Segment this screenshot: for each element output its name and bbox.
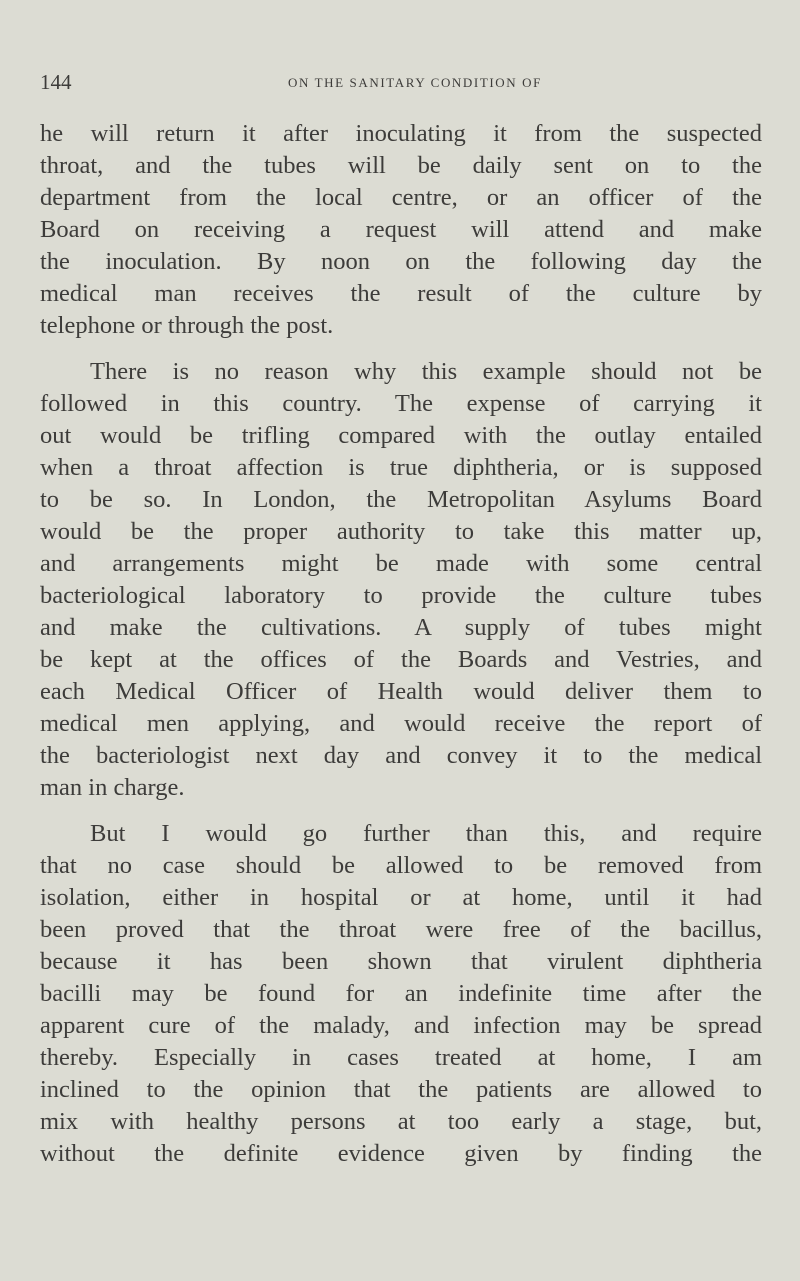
text-line: and arrangements might be made with some central [40, 550, 762, 577]
text-line: department from the local centre, or an officer of the [40, 184, 762, 211]
text-line: be kept at the offices of the Boards and Vestries, and [40, 646, 762, 673]
running-head: ON THE SANITARY CONDITION OF [288, 75, 542, 90]
paragraph [40, 118, 762, 342]
text-line: without the definite evidence given by finding the [40, 1140, 762, 1167]
text-line: throat, and the tubes will be daily sent on to the [40, 152, 762, 179]
text-line: isolation, either in hospital or at home, until it had [40, 884, 762, 911]
text-line: But I would go further than this, and require [90, 820, 762, 847]
paragraph [40, 818, 762, 1170]
text-line: he will return it after inoculating it from the suspected [40, 120, 762, 147]
text-line: mix with healthy persons at too early a stage, but, [40, 1108, 762, 1135]
text-line: would be the proper authority to take this matter up, [40, 518, 762, 545]
text-line: thereby. Especially in cases treated at home, I am [40, 1044, 762, 1071]
text-line: Board on receiving a request will attend and make [40, 216, 762, 243]
text-line: and make the cultivations. A supply of tubes might [40, 614, 762, 641]
text-line: the inoculation. By noon on the following day the [40, 248, 762, 275]
text-line: that no case should be allowed to be removed from [40, 852, 762, 879]
text-line: to be so. In London, the Metropolitan Asylums Board [40, 486, 762, 513]
text-line: medical men applying, and would receive the report of [40, 710, 762, 737]
text-line: man in charge. [40, 774, 185, 801]
text-line: because it has been shown that virulent diphtheria [40, 948, 762, 975]
text-line: telephone or through the post. [40, 312, 334, 339]
text-line: inclined to the opinion that the patients are allowed to [40, 1076, 762, 1103]
text-line: when a throat affection is true diphtheria, or is supposed [40, 454, 762, 481]
text-line: out would be trifling compared with the outlay entailed [40, 422, 762, 449]
text-line: the bacteriologist next day and convey it to the medical [40, 742, 762, 769]
text-line: been proved that the throat were free of the bacillus, [40, 916, 762, 943]
text-line: followed in this country. The expense of carrying it [40, 390, 762, 417]
text-line: medical man receives the result of the culture by [40, 280, 762, 307]
paragraph [40, 356, 762, 804]
page-number: 144 [40, 70, 72, 94]
text-line: bacilli may be found for an indefinite time after the [40, 980, 762, 1007]
text-line: each Medical Officer of Health would deliver them to [40, 678, 762, 705]
body-text [40, 118, 762, 1184]
text-line: bacteriological laboratory to provide the culture tubes [40, 582, 762, 609]
text-line: apparent cure of the malady, and infection may be spread [40, 1012, 762, 1039]
text-line: There is no reason why this example should not be [90, 358, 762, 385]
